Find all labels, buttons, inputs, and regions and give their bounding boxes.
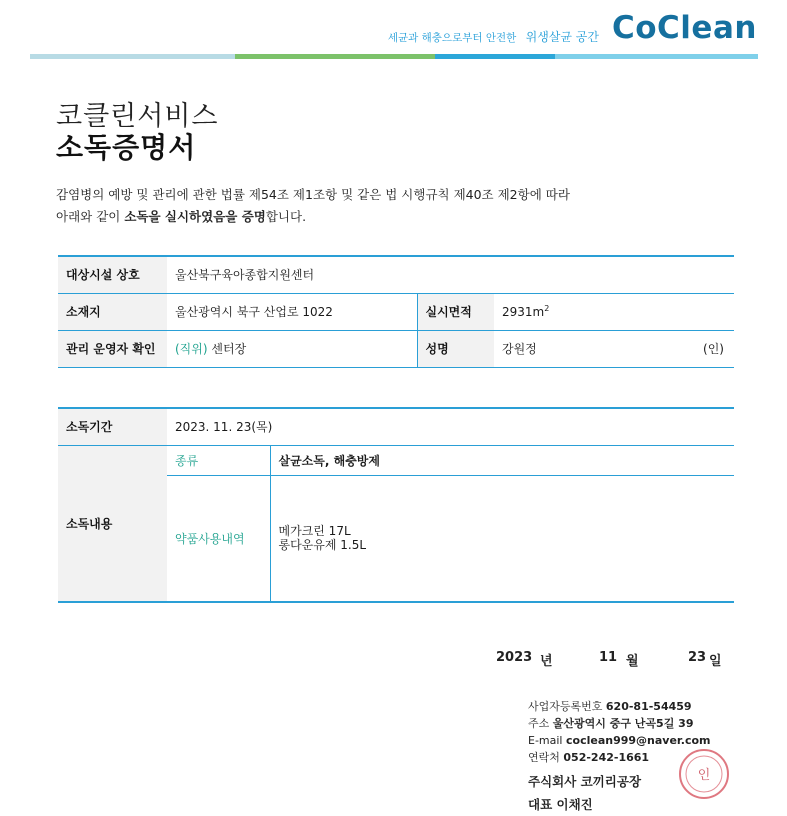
header-tagline [388,28,599,45]
area-value [494,293,734,330]
color-bar-segment [435,54,555,59]
table-row [58,256,734,293]
type-value: 살균소독, 해충방제 [270,445,734,475]
addr-label: 주소 [528,717,550,730]
company-seal-icon [676,744,732,800]
chemical-value-2: 롱다운유제 1.5L [278,538,367,553]
disinfection-table [58,407,734,603]
person-name-value: 강원정 [502,342,537,356]
company-address [528,715,711,732]
tagline-strong: 위생살균 공간 [525,30,599,44]
intro-line-2 [56,206,570,228]
period-label: 소독기간 [58,408,167,445]
manager-title-prefix: (직위) [175,342,208,356]
facility-table [58,255,734,368]
reg-label: 사업자등록번호 [528,700,603,713]
chemical-values [270,475,734,602]
phone-value: 052-242-1661 [563,751,650,764]
table-row [58,293,734,330]
coclean-logo: CoClean [612,10,757,46]
address-label: 소재지 [58,293,167,330]
issue-month: 11 [599,650,618,665]
intro-line-2-post: 합니다. [265,209,307,224]
period-value: 2023. 11. 23(목) [167,408,734,445]
phone-label: 연락처 [528,751,560,764]
seal-mark: (인) [703,342,724,356]
document-title: 소독증명서 [56,131,197,164]
manager-value [167,330,417,367]
page-header [0,0,787,60]
table-row [58,445,734,475]
company-name: 주식회사 코끼리공장 [528,774,642,789]
issue-year-unit: 년 [540,654,553,669]
address-value: 울산광역시 북구 산업로 1022 [167,293,417,330]
intro-line-1: 감염병의 예방 및 관리에 관한 법률 제54조 제1조항 및 같은 법 시행규칙 제40조 제2항에 따라 [56,187,570,202]
table-row [58,330,734,367]
issue-month-unit: 월 [626,654,639,669]
area-label: 실시면적 [417,293,494,330]
chemical-value-1: 메가크린 17L [278,524,351,539]
color-bar-segment [30,54,235,59]
person-name-cell [494,330,734,367]
manager-label: 관리 운영자 확인 [58,330,167,367]
chemical-label: 약품사용내역 [167,475,270,602]
table-row [58,408,734,445]
type-label: 종류 [167,445,270,475]
email-value: coclean999@naver.com [566,734,711,747]
document-title-service: 코클린서비스 [56,101,219,132]
email-label: E-mail [528,734,563,747]
area-unit-sup: 2 [544,304,550,313]
addr-value: 울산광역시 중구 난곡5길 39 [552,717,694,730]
person-name-label: 성명 [417,330,494,367]
issue-day-unit: 일 [709,654,722,669]
intro-line-2-pre: 아래와 같이 [56,209,125,224]
facility-name-value: 울산북구육아종합지원센터 [167,256,734,293]
header-color-bar [30,54,758,59]
issue-day: 23 [688,650,707,665]
intro-line-2-emphasis: 소독을 실시하였음을 증명 [124,209,266,224]
issue-year: 2023 [496,650,533,665]
facility-name-label: 대상시설 상호 [58,256,167,293]
seal-text: 인 [697,768,711,783]
manager-title: 센터장 [211,342,247,356]
content-label: 소독내용 [58,445,167,602]
tagline-small: 세균과 해충으로부터 안전한 [387,32,517,44]
reg-value: 620-81-54459 [605,700,692,713]
color-bar-segment [555,54,758,59]
color-bar-segment [235,54,435,59]
company-reg [528,698,711,715]
intro-text [56,184,570,228]
area-number: 2931m [502,305,545,319]
company-ceo: 대표 이채진 [528,797,593,812]
